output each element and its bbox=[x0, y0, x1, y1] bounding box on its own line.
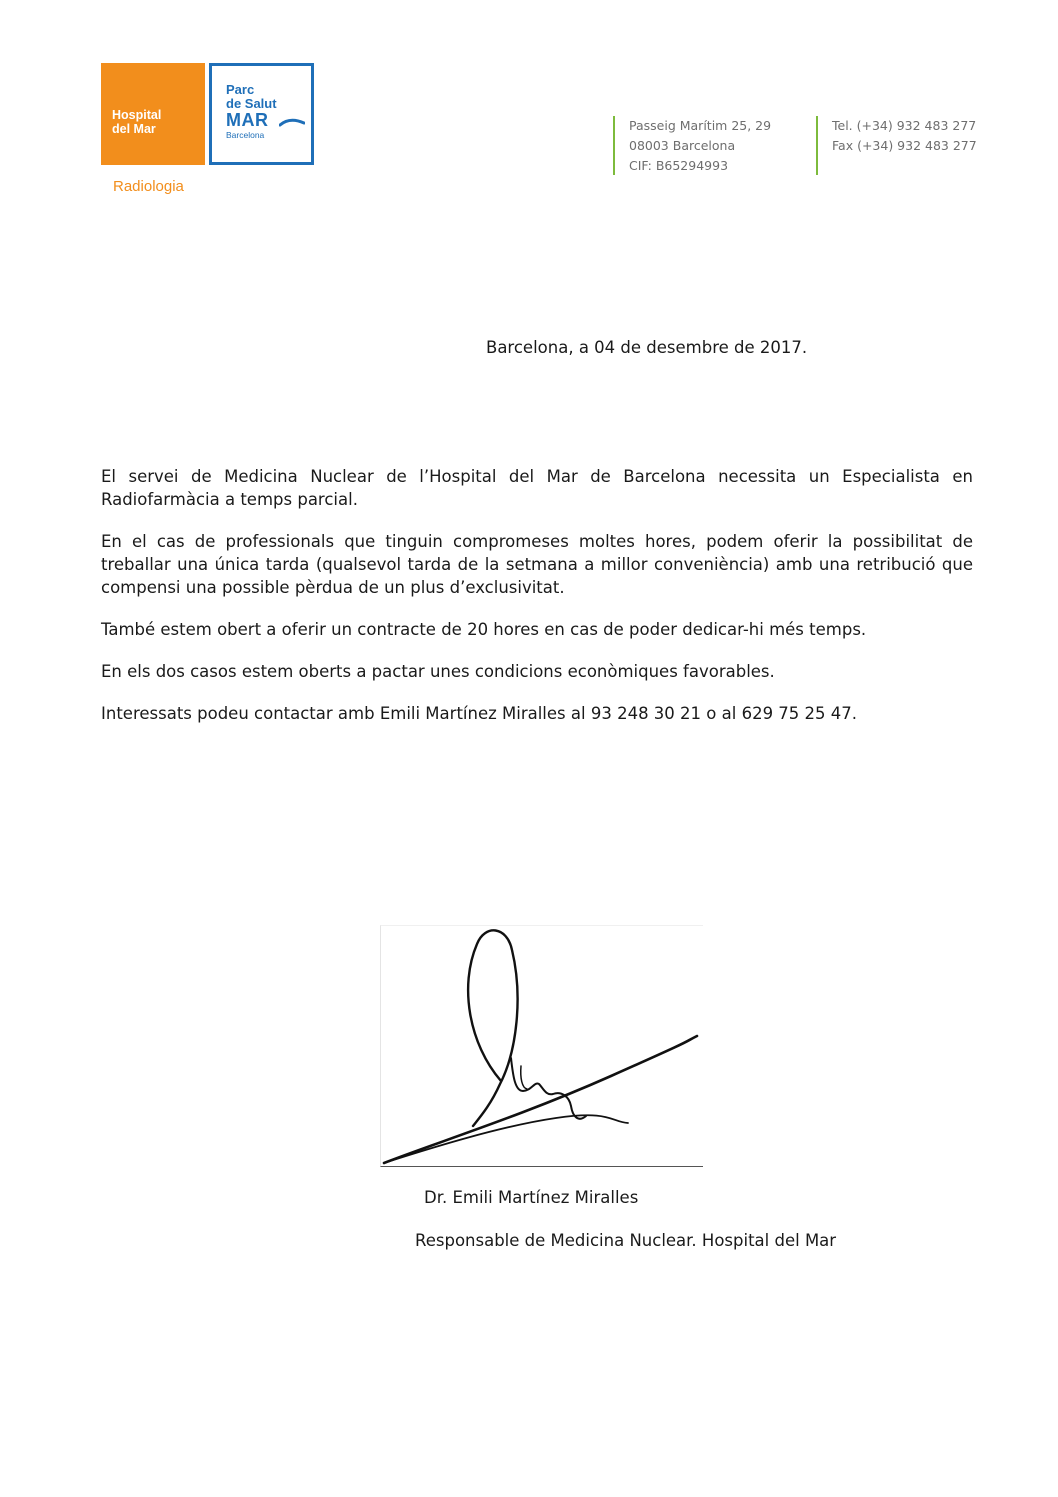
logo-parc-line2: de Salut bbox=[226, 96, 277, 111]
paragraph: També estem obert a oferir un contracte de 20 hores en cas de poder dedicar-hi més temps. bbox=[101, 620, 867, 639]
signature-box bbox=[380, 925, 703, 1167]
logo-parc-line1: Parc bbox=[226, 82, 255, 97]
logo-hospital-line2: del Mar bbox=[112, 122, 156, 136]
letter-date: Barcelona, a 04 de desembre de 2017. bbox=[486, 338, 808, 357]
paragraph: En el cas de professionals que tinguin compromeses moltes hores, podem oferir la possibilitat de treballar una única tarda (qualsevol tarda de la setmana a millor conveniència) amb una retribució que compensi una possible pèrdua de un plus d’exclusivitat. bbox=[101, 532, 973, 597]
paragraph: Interessats podeu contactar amb Emili Martínez Miralles al 93 248 30 21 o al 629 75 25 47. bbox=[101, 704, 858, 723]
fax-number: Fax (+34) 932 483 277 bbox=[832, 138, 977, 153]
handwritten-signature bbox=[381, 926, 703, 1166]
address-divider bbox=[613, 116, 615, 175]
paragraph: El servei de Medicina Nuclear de l’Hospital del Mar de Barcelona necessita un Especialista en Radiofarmàcia a temps parcial. bbox=[101, 467, 973, 509]
address-line3: CIF: B65294993 bbox=[629, 158, 729, 173]
signer-name: Dr. Emili Martínez Miralles bbox=[424, 1188, 639, 1207]
wave-icon bbox=[279, 118, 305, 128]
logo-parc-line4: Barcelona bbox=[226, 130, 265, 140]
logo-hospital-line1: Hospital bbox=[112, 108, 162, 122]
address-line2: 08003 Barcelona bbox=[629, 138, 736, 153]
contact-block bbox=[832, 116, 977, 156]
address-block bbox=[629, 116, 771, 176]
phone-number: Tel. (+34) 932 483 277 bbox=[832, 118, 977, 133]
paragraph: En els dos casos estem oberts a pactar unes condicions econòmiques favorables. bbox=[101, 662, 775, 681]
department-label: Radiologia bbox=[113, 178, 184, 195]
logo-parc-line3: MAR bbox=[226, 110, 269, 130]
parc-de-salut-mar-logo bbox=[209, 63, 314, 165]
letter-body bbox=[101, 465, 973, 744]
address-line1: Passeig Marítim 25, 29 bbox=[629, 118, 772, 133]
hospital-del-mar-logo bbox=[101, 63, 205, 165]
signer-title: Responsable de Medicina Nuclear. Hospital del Mar bbox=[415, 1231, 837, 1250]
contact-divider bbox=[816, 116, 818, 175]
